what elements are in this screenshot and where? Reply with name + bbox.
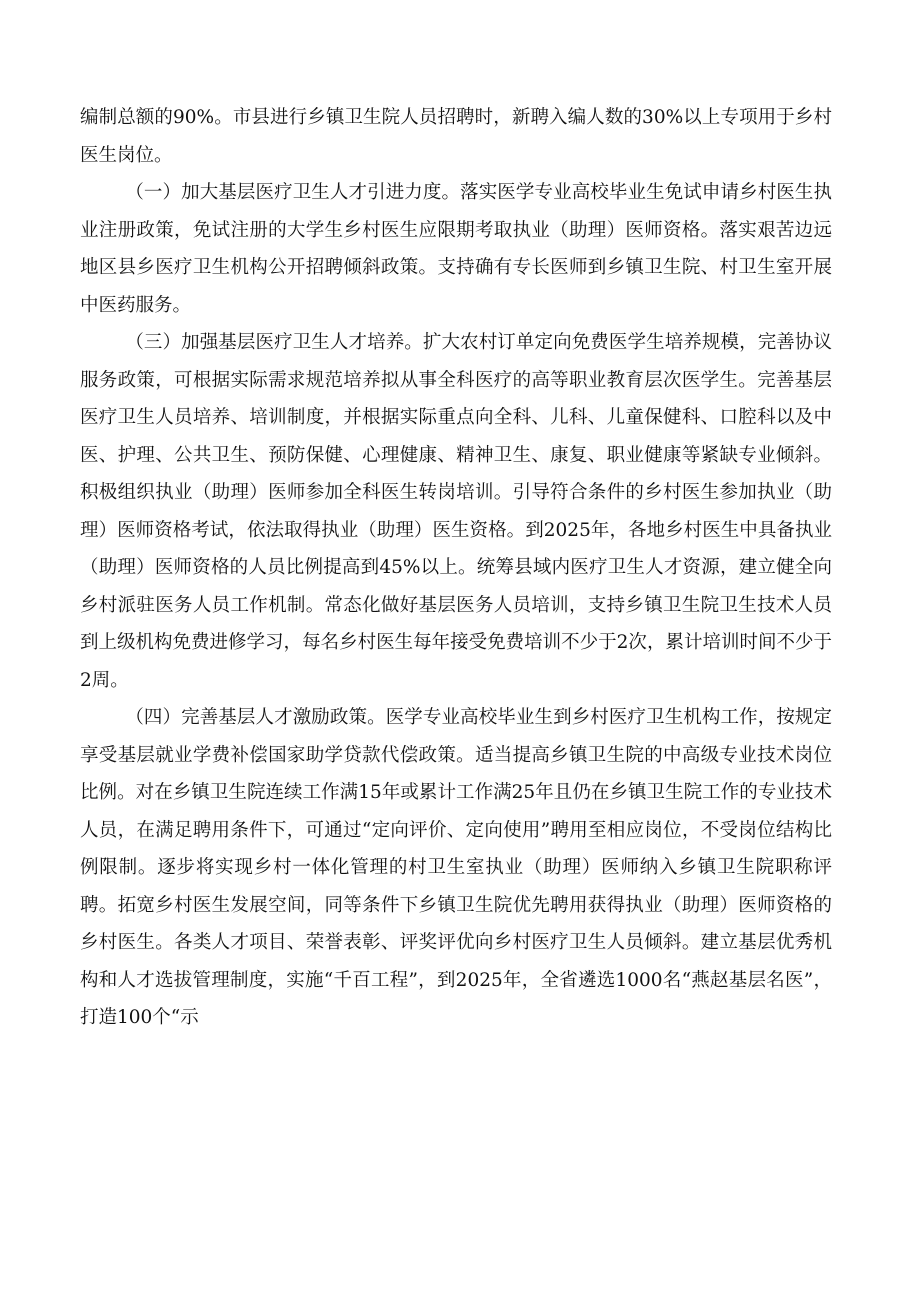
paragraph-talent-incentives: （四）完善基层人才激励政策。医学专业高校毕业生到乡村医疗卫生机构工作，按规定享受基层就业学费补偿国家助学贷款代偿政策。适当提高乡镇卫生院的中高级专业技术岗位比例。对在乡镇卫生院连续工作满15年或累计工作满25年且仍在乡镇卫生院工作的专业技术人员，在满足聘用条件下，可通过“定向评价、定向使用”聘用至相应岗位，不受岗位结构比例限制。逐步将实现乡村一体化管理的村卫生室执业（助理）医师纳入乡镇卫生院职称评聘。拓宽乡村医生发展空间，同等条件下乡镇卫生院优先聘用获得执业（助理）医师资格的乡村医生。各类人才项目、荣誉表彰、评奖评优向乡村医疗卫生人员倾斜。建立基层优秀机构和人才选拔管理制度，实施“千百工程”，到2025年，全省遴选1000名“燕赵基层名医”，打造100个“示 [80, 707, 832, 1028]
paragraph-talent-introduction: （一）加大基层医疗卫生人才引进力度。落实医学专业高校毕业生免试申请乡村医生执业注册政策，免试注册的大学生乡村医生应限期考取执业（助理）医师资格。落实艰苦边远地区县乡医疗卫生机构公开招聘倾斜政策。支持确有专长医师到乡镇卫生院、村卫生室开展中医药服务。 [80, 182, 832, 316]
document-body [80, 99, 832, 1037]
paragraph-talent-training: （三）加强基层医疗卫生人才培养。扩大农村订单定向免费医学生培养规模，完善协议服务政策，可根据实际需求规范培养拟从事全科医疗的高等职业教育层次医学生。完善基层医疗卫生人员培养、培训制度，并根据实际重点向全科、儿科、儿童保健科、口腔科以及中医、护理、公共卫生、预防保健、心理健康、精神卫生、康复、职业健康等紧缺专业倾斜。积极组织执业（助理）医师参加全科医生转岗培训。引导符合条件的乡村医生参加执业（助理）医师资格考试，依法取得执业（助理）医生资格。到2025年，各地乡村医生中具备执业（助理）医师资格的人员比例提高到45%以上。统筹县域内医疗卫生人才资源，建立健全向乡村派驻医务人员工作机制。常态化做好基层医务人员培训，支持乡镇卫生院卫生技术人员到上级机构免费进修学习，每名乡村医生每年接受免费培训不少于2次，累计培训时间不少于2周。 [80, 332, 832, 691]
paragraph-intro: 编制总额的90%。市县进行乡镇卫生院人员招聘时，新聘入编人数的30%以上专项用于乡村医生岗位。 [80, 107, 832, 166]
